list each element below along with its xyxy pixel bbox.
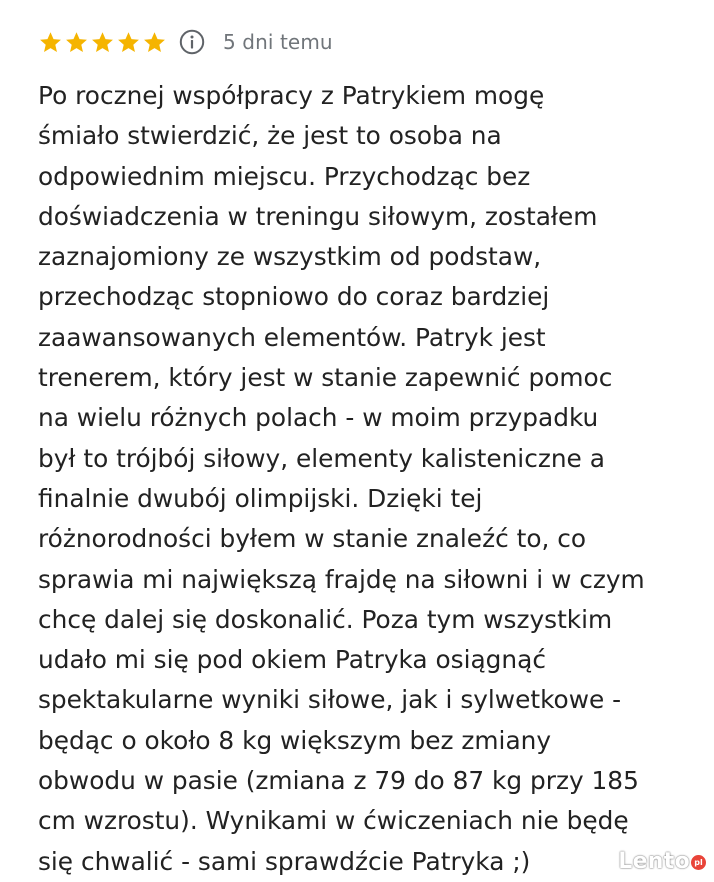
star-icon: [90, 30, 115, 55]
review-text-line: chcę dalej się doskonalić. Poza tym wszystkim: [38, 604, 613, 634]
review-card: [38, 24, 688, 882]
review-text-line: obwodu w pasie (zmiana z 79 do 87 kg przy 185: [38, 766, 639, 796]
star-icon: [38, 30, 63, 55]
star-icon: [64, 30, 89, 55]
review-text-line: zaawansowanych elementów. Patryk jest: [38, 322, 546, 352]
info-icon[interactable]: [179, 29, 205, 55]
review-text-line: się chwalić - sami sprawdźcie Patryka ;): [38, 846, 531, 876]
lento-watermark: [618, 849, 706, 874]
review-text-line: doświadczenia w treningu siłowym, zostałem: [38, 201, 598, 231]
review-text-line: finalnie dwubój olimpijski. Dzięki tej: [38, 483, 483, 513]
review-text-line: zaznajomiony ze wszystkim od podstaw,: [38, 242, 542, 272]
review-date: 5 dni temu: [223, 30, 333, 54]
review-text-line: będąc o około 8 kg większym bez zmiany: [38, 725, 552, 755]
watermark-badge: pl: [691, 855, 706, 870]
review-text-line: różnorodności byłem w stanie znaleźć to, co: [38, 524, 587, 554]
review-text: [38, 76, 688, 882]
review-text-line: cm wzrostu). Wynikami w ćwiczeniach nie będę: [38, 806, 629, 836]
review-text-line: był to trójbój siłowy, elementy kalisteniczne a: [38, 443, 605, 473]
review-text-line: udało mi się pod okiem Patryka osiągnąć: [38, 645, 546, 675]
review-text-line: przechodząc stopniowo do coraz bardziej: [38, 282, 550, 312]
review-text-line: spektakularne wyniki siłowe, jak i sylwetkowe -: [38, 685, 622, 715]
review-meta: [38, 24, 688, 60]
review-text-line: odpowiednim miejscu. Przychodząc bez: [38, 161, 531, 191]
review-text-line: sprawia mi największą frajdę na siłowni i w czym: [38, 564, 645, 594]
review-text-line: na wielu różnych polach - w moim przypadku: [38, 403, 599, 433]
star-icon: [142, 30, 167, 55]
review-text-line: Po rocznej współpracy z Patrykiem mogę: [38, 81, 545, 110]
star-rating: [38, 30, 167, 55]
review-text-line: trenerem, który jest w stanie zapewnić pomoc: [38, 363, 613, 393]
watermark-logo-text: Lento: [618, 849, 690, 874]
review-text-line: śmiało stwierdzić, że jest to osoba na: [38, 121, 502, 151]
star-icon: [116, 30, 141, 55]
